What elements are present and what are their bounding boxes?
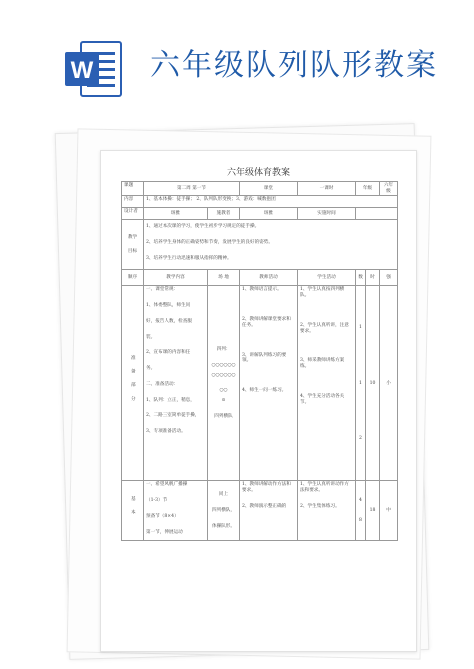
banner-title: 六年级队列队形教案 bbox=[150, 48, 438, 83]
table-row bbox=[122, 286, 398, 481]
content-line: 3、专项准备活动。 bbox=[146, 429, 186, 435]
content-line: 第一节，伸展运动 bbox=[146, 529, 183, 535]
prep-phase-label: 准备部分 bbox=[130, 354, 136, 410]
basic-content bbox=[144, 481, 208, 541]
teacher-name: 斑雅 bbox=[240, 208, 298, 220]
student-line: 4、学生充分活动各关节。 bbox=[300, 393, 345, 405]
count-value: 1 bbox=[359, 380, 362, 386]
basic-intensity: 中 bbox=[380, 481, 398, 541]
period-text: 第二周 bbox=[176, 185, 191, 191]
content-line: 2、宣布课的内容和任 bbox=[146, 350, 191, 356]
column-header: 时 bbox=[366, 270, 380, 286]
content-line: 好，报告人数，检查服 bbox=[146, 318, 192, 324]
student-line: 2、学生集体练习。 bbox=[300, 503, 340, 509]
svg-text:W: W bbox=[70, 57, 94, 84]
prep-intensity: 小 bbox=[380, 286, 398, 481]
designer-name: 斑雅 bbox=[144, 208, 208, 220]
teacher-line: 2、教师演示整正确的 bbox=[242, 503, 287, 509]
document-heading: 六年级体育教案 bbox=[226, 168, 290, 178]
content-line: （1-3）节 bbox=[146, 498, 168, 504]
field-line: 四列横队 bbox=[214, 413, 233, 419]
prep-field bbox=[208, 286, 240, 481]
count-value: 4 bbox=[359, 498, 362, 504]
column-header: 顺序 bbox=[122, 270, 144, 286]
basic-field bbox=[208, 481, 240, 541]
content-line: 装。 bbox=[146, 334, 156, 340]
teacher-line: 1、教师讲解动作方法和要求。 bbox=[242, 482, 291, 494]
count-value: 8 bbox=[359, 517, 362, 523]
document-page bbox=[100, 150, 417, 652]
lesson-no-text: 第一节 bbox=[192, 185, 207, 191]
table-row bbox=[122, 220, 398, 270]
column-header: 学生活动 bbox=[298, 270, 356, 286]
content-line: 一、希望风帆广播操 bbox=[146, 482, 188, 488]
student-line: 1、学生认真按四列横队。 bbox=[300, 287, 345, 299]
type-label: 课堂 bbox=[240, 182, 298, 196]
content-line: 预备节（8×4） bbox=[146, 513, 179, 519]
field-line: ○○ bbox=[219, 388, 228, 394]
teacher-line: 2、教师讲解课堂要求和任务。 bbox=[242, 317, 291, 328]
prep-student bbox=[298, 286, 356, 481]
grade-value: 六年级 bbox=[380, 182, 398, 196]
date-value bbox=[356, 208, 398, 220]
prep-time: 10 bbox=[366, 286, 380, 481]
field-line: ○○○○○○ bbox=[211, 363, 236, 368]
objectives-label bbox=[122, 220, 144, 270]
lesson-label: 课题 bbox=[122, 182, 144, 196]
teacher-line: 1、教师语言提示。 bbox=[242, 287, 282, 293]
field-line: 同上 bbox=[218, 492, 229, 498]
content-line: 二、准备活动： bbox=[146, 381, 179, 387]
column-header: 数 bbox=[356, 270, 366, 286]
basic-time: 18 bbox=[366, 481, 380, 541]
column-header: 强 bbox=[380, 270, 398, 286]
column-header: 教师活动 bbox=[240, 270, 298, 286]
content-text: 1、基本体操：徒手操； 2、队列队形变换；3、游戏：喊数抱团 bbox=[144, 196, 398, 208]
table-header-row bbox=[122, 270, 398, 286]
column-header: 场 地 bbox=[208, 270, 240, 286]
prep-count bbox=[356, 286, 366, 481]
content-line: 一、课堂常规： bbox=[146, 287, 179, 293]
grade-label: 年级 bbox=[356, 182, 380, 196]
date-label: 实施时间 bbox=[298, 208, 356, 220]
basic-teacher bbox=[240, 481, 298, 541]
table-row bbox=[122, 196, 398, 208]
field-line: 四列： bbox=[216, 347, 231, 353]
objectives-list bbox=[144, 220, 398, 270]
field-line: ○○○○○○ bbox=[211, 372, 236, 378]
student-line: 3、师采教师讲练方案练。 bbox=[300, 358, 345, 370]
field-line: ⊙ bbox=[221, 398, 226, 404]
content-line: 1、队列：立正，稍息， bbox=[146, 397, 195, 403]
lesson-period bbox=[144, 182, 240, 196]
prep-phase bbox=[122, 286, 144, 481]
column-header: 教学内容 bbox=[144, 270, 208, 286]
basic-count bbox=[356, 481, 366, 541]
teacher-line: 4、师生一问一练习。 bbox=[242, 388, 287, 394]
field-line: 体操队形。 bbox=[212, 523, 235, 529]
teacher-line: 3、讲解队列练习的要领。 bbox=[242, 352, 287, 364]
prep-teacher bbox=[240, 286, 298, 481]
content-line: 1、体委整队，师生问 bbox=[146, 303, 191, 309]
basic-phase-label: 基本 bbox=[130, 496, 136, 524]
objectives-label-line2: 目标 bbox=[127, 248, 138, 254]
table-row bbox=[122, 481, 398, 541]
word-document-icon bbox=[63, 38, 125, 100]
count-value: 2 bbox=[359, 436, 362, 442]
objective-item: 1、通过本次课的学习，使学生初步学习规定的徒手操。 bbox=[146, 224, 260, 230]
content-label: 内容 bbox=[122, 196, 144, 208]
banner bbox=[0, 0, 474, 110]
student-line: 2、学生认真听讲，注意要求。 bbox=[300, 322, 349, 334]
teacher-label: 施教者 bbox=[208, 208, 240, 220]
hours-value: 一课时 bbox=[298, 182, 356, 196]
lesson-plan-table bbox=[121, 181, 398, 541]
prep-content bbox=[144, 286, 208, 481]
content-line: 务。 bbox=[146, 366, 156, 372]
student-line: 1、学生认真听讲动作方法和要求。 bbox=[300, 482, 349, 494]
designer-label: 设计者 bbox=[122, 208, 144, 220]
table-row bbox=[122, 208, 398, 220]
content-line: 2、二路三室简单徒手操， bbox=[146, 413, 200, 419]
basic-student bbox=[298, 481, 356, 541]
table-row bbox=[122, 182, 398, 196]
objective-item: 3、培养学生行动迅速和服从指挥的精神。 bbox=[146, 255, 232, 261]
basic-phase bbox=[122, 481, 144, 541]
objective-item: 2、培养学生身体的正确姿势和节奏，发展学生的良好的姿势。 bbox=[146, 240, 273, 246]
count-value: 1 bbox=[359, 324, 362, 330]
field-line: 四列横队， bbox=[212, 508, 235, 514]
objectives-label-line1: 教学 bbox=[127, 235, 138, 241]
